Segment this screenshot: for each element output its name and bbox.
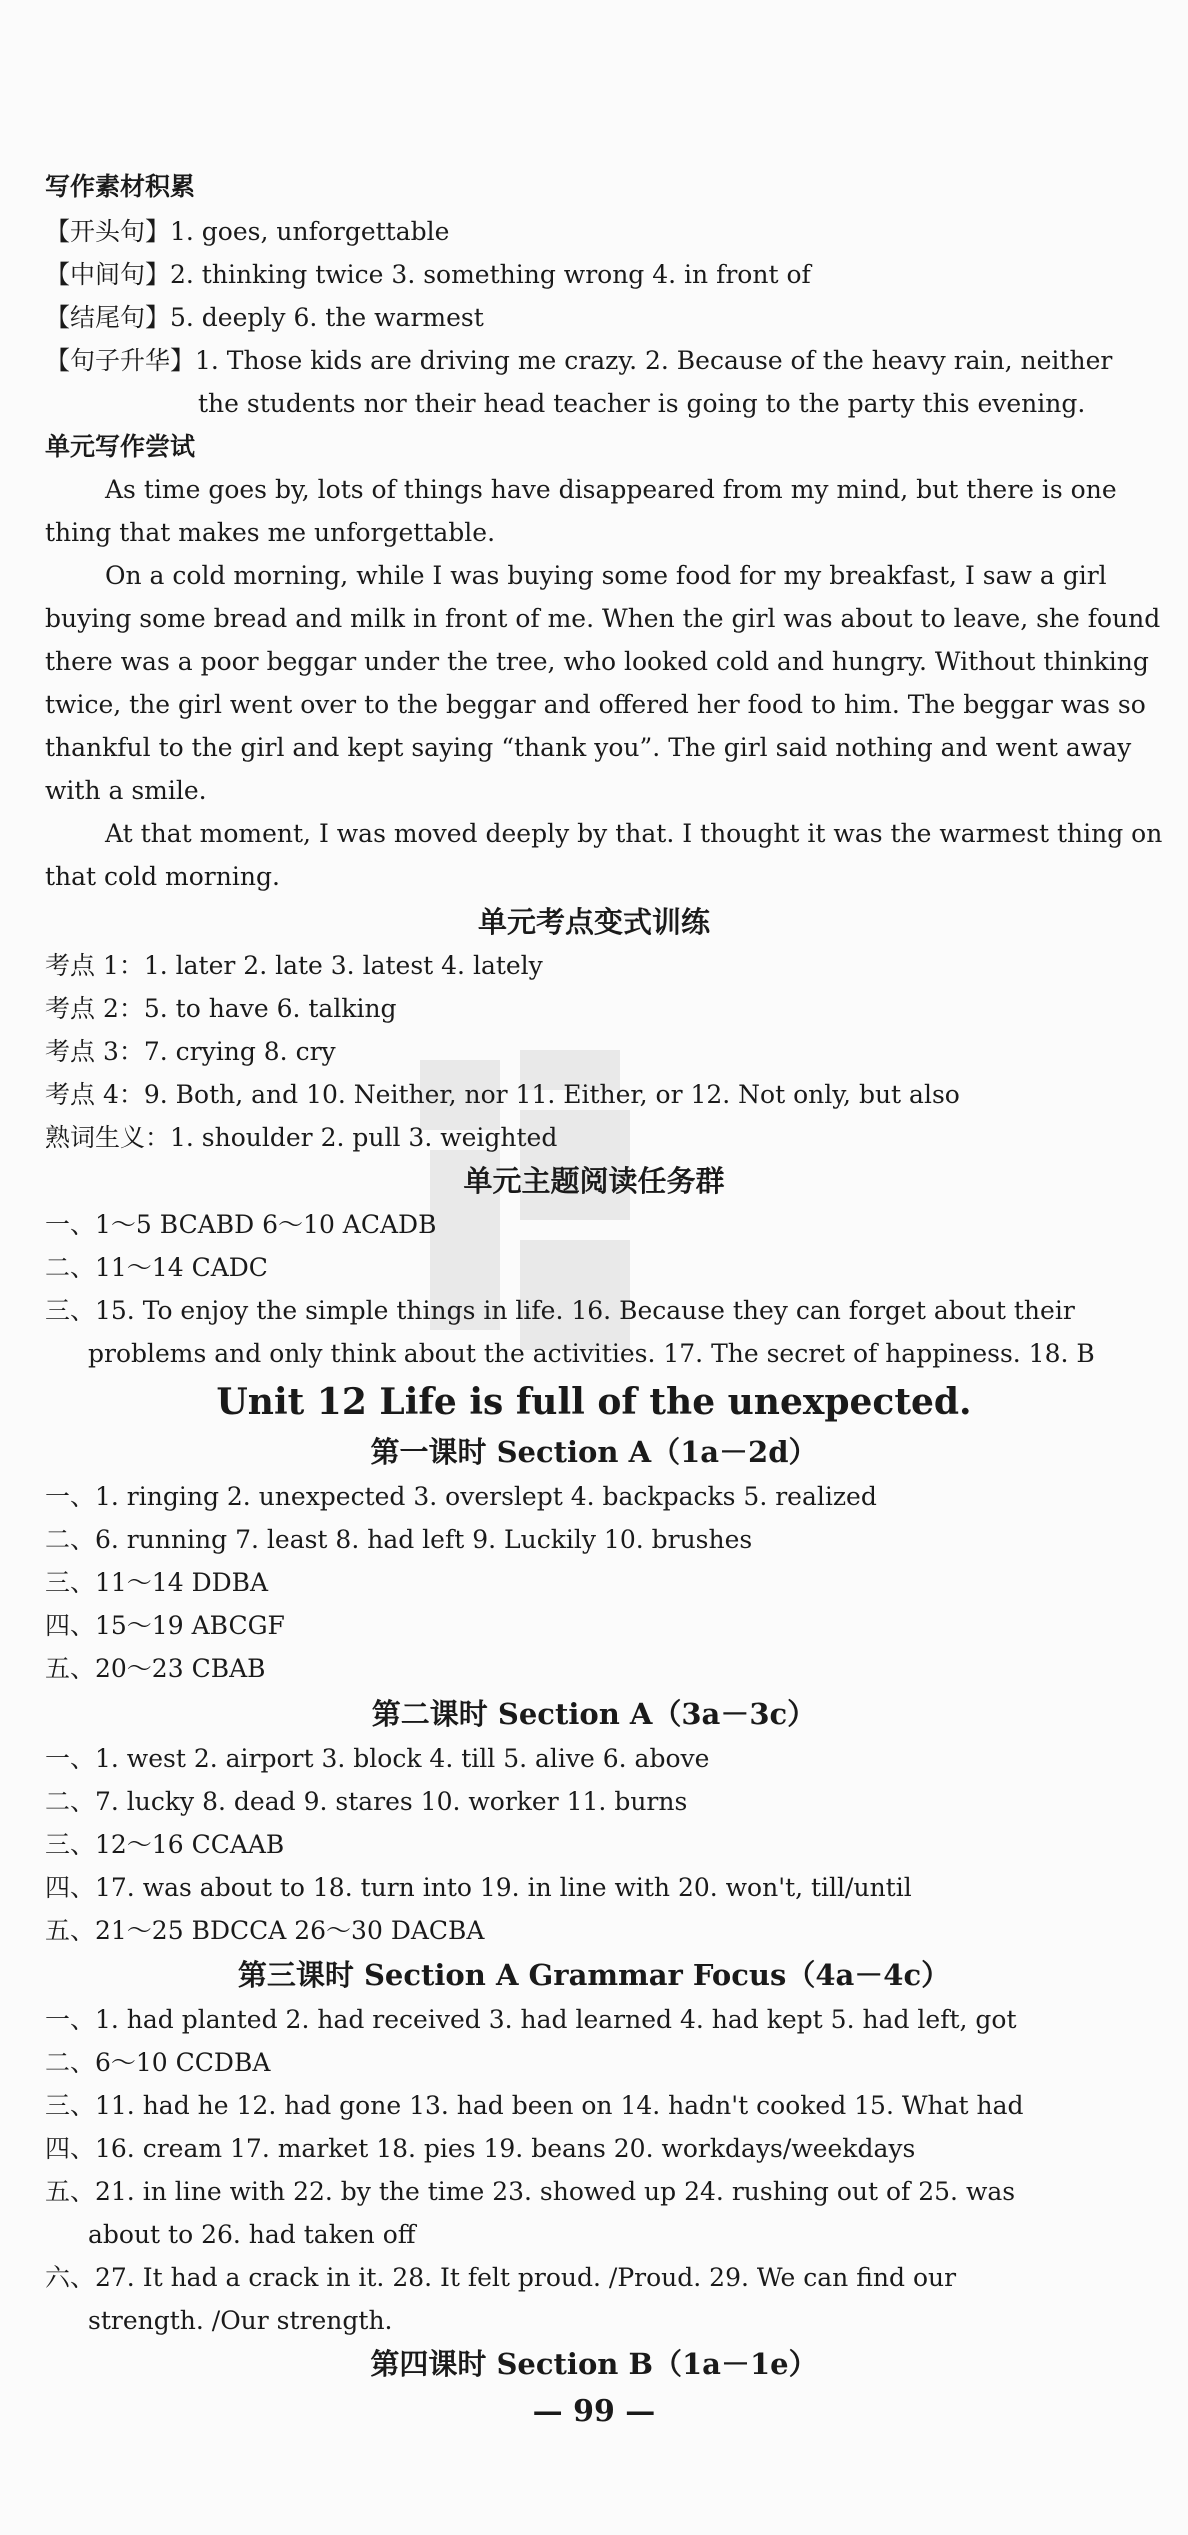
answer-line: strength. /Our strength.	[88, 2306, 393, 2335]
lesson-title-1: 第一课时 Section A（1a－2d）	[370, 1435, 818, 1469]
middle-sentence: 【中间句】2. thinking twice 3. something wrong 4. in front of	[45, 260, 811, 289]
answer-line: 一、1. ringing 2. unexpected 3. overslept 4. backpacks 5. realized	[45, 1482, 877, 1511]
answer-line: 三、11. had he 12. had gone 13. had been on 14. hadn't cooked 15. What had	[45, 2091, 1024, 2120]
lesson-title-3: 第三课时 Section A Grammar Focus（4a－4c）	[237, 1958, 951, 1992]
answer-line: 二、11～14 CADC	[45, 1253, 268, 1282]
answer-line: problems and only think about the activities. 17. The secret of happiness. 18. B	[88, 1339, 1095, 1368]
answer-line: 六、27. It had a crack in it. 28. It felt proud. /Proud. 29. We can find our	[45, 2263, 957, 2292]
answer-line: 一、1. had planted 2. had received 3. had learned 4. had kept 5. had left, got	[45, 2005, 1017, 2034]
answer-line: 熟词生义：1. shoulder 2. pull 3. weighted	[45, 1123, 558, 1152]
essay-line: twice, the girl went over to the beggar and offered her food to him. The beggar was so	[45, 690, 1146, 719]
answer-line: 考点 4：9. Both, and 10. Neither, nor 11. Either, or 12. Not only, but also	[45, 1080, 960, 1109]
answer-line: 五、21. in line with 22. by the time 23. showed up 24. rushing out of 25. was	[45, 2177, 1016, 2206]
lesson-title-4: 第四课时 Section B（1a－1e）	[370, 2347, 818, 2381]
section-title-variant-training: 单元考点变式训练	[477, 905, 710, 939]
sentence-upgrade-2: the students nor their head teacher is going to the party this evening.	[198, 389, 1086, 418]
essay-line: thankful to the girl and kept saying “thank you”. The girl said nothing and went away	[45, 733, 1132, 762]
answer-line: 五、20～23 CBAB	[45, 1654, 266, 1683]
answer-line: 四、16. cream 17. market 18. pies 19. beans 20. workdays/weekdays	[45, 2134, 916, 2163]
essay-line: buying some bread and milk in front of me. When the girl was about to leave, she found	[45, 604, 1161, 633]
unit-title: Unit 12 Life is full of the unexpected.	[216, 1381, 972, 1423]
ending-sentence: 【结尾句】5. deeply 6. the warmest	[45, 303, 484, 332]
answer-line: 二、6. running 7. least 8. had left 9. Luckily 10. brushes	[45, 1525, 753, 1554]
answer-line: 三、11～14 DDBA	[45, 1568, 269, 1597]
answer-line: 一、1. west 2. airport 3. block 4. till 5. alive 6. above	[45, 1744, 710, 1773]
opening-sentence: 【开头句】1. goes, unforgettable	[45, 217, 450, 246]
answer-line: 四、17. was about to 18. turn into 19. in line with 20. won't, till/until	[45, 1873, 912, 1902]
essay-line: At that moment, I was moved deeply by that. I thought it was the warmest thing on	[105, 819, 1163, 848]
answer-line: 考点 3：7. crying 8. cry	[45, 1037, 336, 1066]
answer-line: 二、7. lucky 8. dead 9. stares 10. worker 11. burns	[45, 1787, 688, 1816]
lesson-title-2: 第二课时 Section A（3a－3c）	[371, 1697, 817, 1731]
section-title-reading-tasks: 单元主题阅读任务群	[463, 1164, 725, 1198]
essay-line: with a smile.	[45, 776, 207, 805]
essay-line: As time goes by, lots of things have disappeared from my mind, but there is one	[105, 475, 1117, 504]
answer-line: about to 26. had taken off	[88, 2220, 416, 2249]
answer-line: 三、15. To enjoy the simple things in life. 16. Because they can forget about their	[45, 1296, 1075, 1325]
page-number: — 99 —	[532, 2394, 656, 2429]
answer-line: 五、21～25 BDCCA 26～30 DACBA	[45, 1916, 485, 1945]
section-title-writing-materials: 写作素材积累	[45, 172, 196, 201]
answer-line: 考点 2：5. to have 6. talking	[45, 994, 397, 1023]
essay-line: that cold morning.	[45, 862, 280, 891]
essay-line: there was a poor beggar under the tree, who looked cold and hungry. Without thinking	[45, 647, 1149, 676]
essay-line: thing that makes me unforgettable.	[45, 518, 496, 547]
answer-line: 四、15～19 ABCGF	[45, 1611, 285, 1640]
answer-line: 二、6～10 CCDBA	[45, 2048, 271, 2077]
answer-line: 一、1～5 BCABD 6～10 ACADB	[45, 1210, 437, 1239]
answer-line: 考点 1：1. later 2. late 3. latest 4. lately	[45, 951, 543, 980]
essay-line: On a cold morning, while I was buying some food for my breakfast, I saw a girl	[105, 561, 1107, 590]
sentence-upgrade-1: 【句子升华】1. Those kids are driving me crazy. 2. Because of the heavy rain, neither	[45, 346, 1113, 375]
answer-line: 三、12～16 CCAAB	[45, 1830, 285, 1859]
section-title-writing-attempt: 单元写作尝试	[45, 432, 196, 461]
